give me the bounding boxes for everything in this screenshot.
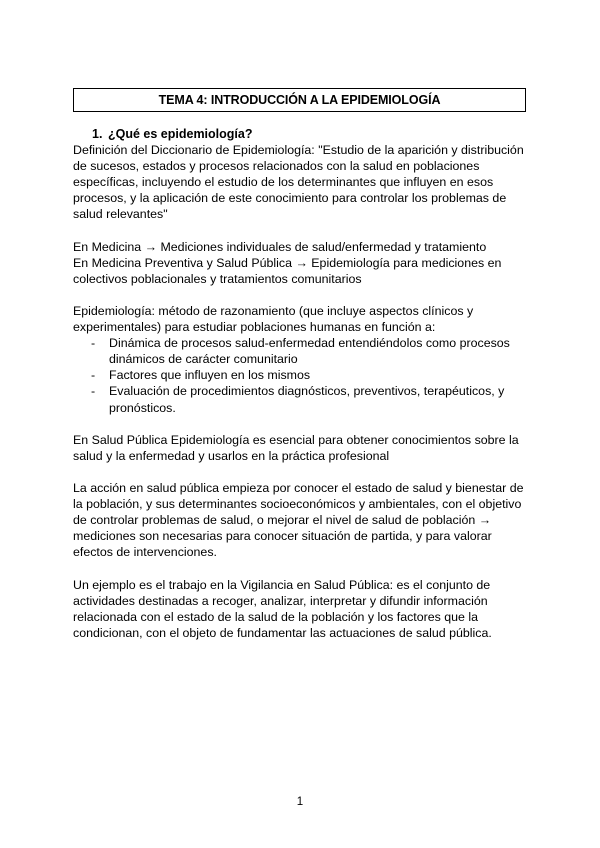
list-item-text: Evaluación de procedimientos diagnósticos, preventivos, terapéuticos, y pronósticos. [109,384,505,415]
ejemplo-paragraph: Un ejemplo es el trabajo en la Vigilancia en Salud Pública: es el conjunto de actividades destinadas a recoger, analizar, interpretar y difundir información relacionada con el estado de la salud de la población y los factores que la condicionan, con el objeto de fundamentar las actuaciones de salud pública. [73,577,492,640]
spacer [73,464,529,480]
medicina-line: En Medicina → Mediciones individuales de salud/enfermedad y tratamiento [73,239,487,254]
definition-paragraph: Definición del Diccionario de Epidemiología: "Estudio de la aparición y distribución de sucesos, estados y procesos relacionados con la salud en poblaciones específicas, incluyendo el estudio de los determinantes que influyen en esos procesos, y la aplicación de este conocimiento para controlar los problemas de salud relevantes" [73,143,524,222]
section-heading [92,126,529,142]
salud-publica-paragraph: En Salud Pública Epidemiología es esencial para obtener conocimientos sobre la salud y la enfermedad y usarlos en la práctica profesional [73,432,519,463]
document-body [73,126,529,641]
list-item [73,383,529,415]
section-number: 1. [92,127,103,141]
spacer [73,416,529,432]
title-box [73,88,526,112]
dash-list [73,335,529,415]
page-number: 1 [296,796,304,808]
list-item-text: Factores que influyen en los mismos [109,368,311,383]
document-title: TEMA 4: INTRODUCCIÓN A LA EPIDEMIOLOGÍA [158,93,441,107]
list-item [73,335,529,367]
accion-paragraph: La acción en salud pública empieza por conocer el estado de salud y bienestar de la población, y sus determinantes socioeconómicos y ambientales, con el objetivo de controlar problemas de salud, o mejorar el nivel de salud de población → mediciones son necesarias para conocer situación de partida, y para valorar efectos de intervenciones. [73,480,524,560]
list-item-text: Dinámica de procesos salud-enfermedad entendiéndolos como procesos dinámicos de carácter comunitario [109,336,510,367]
spacer [73,287,529,303]
preventiva-line: En Medicina Preventiva y Salud Pública → Epidemiología para mediciones en colectivos poblacionales y tratamientos comunitarios [73,255,502,286]
dash-bullet: - [91,384,96,399]
spacer [73,222,529,238]
list-item [73,367,529,383]
section-title: ¿Qué es epidemiología? [108,127,253,141]
metodo-intro: Epidemiología: método de razonamiento (que incluye aspectos clínicos y experimentales) para estudiar poblaciones humanas en función a: [73,303,474,335]
dash-bullet: - [91,336,96,351]
spacer [73,560,529,576]
dash-bullet: - [91,368,96,383]
